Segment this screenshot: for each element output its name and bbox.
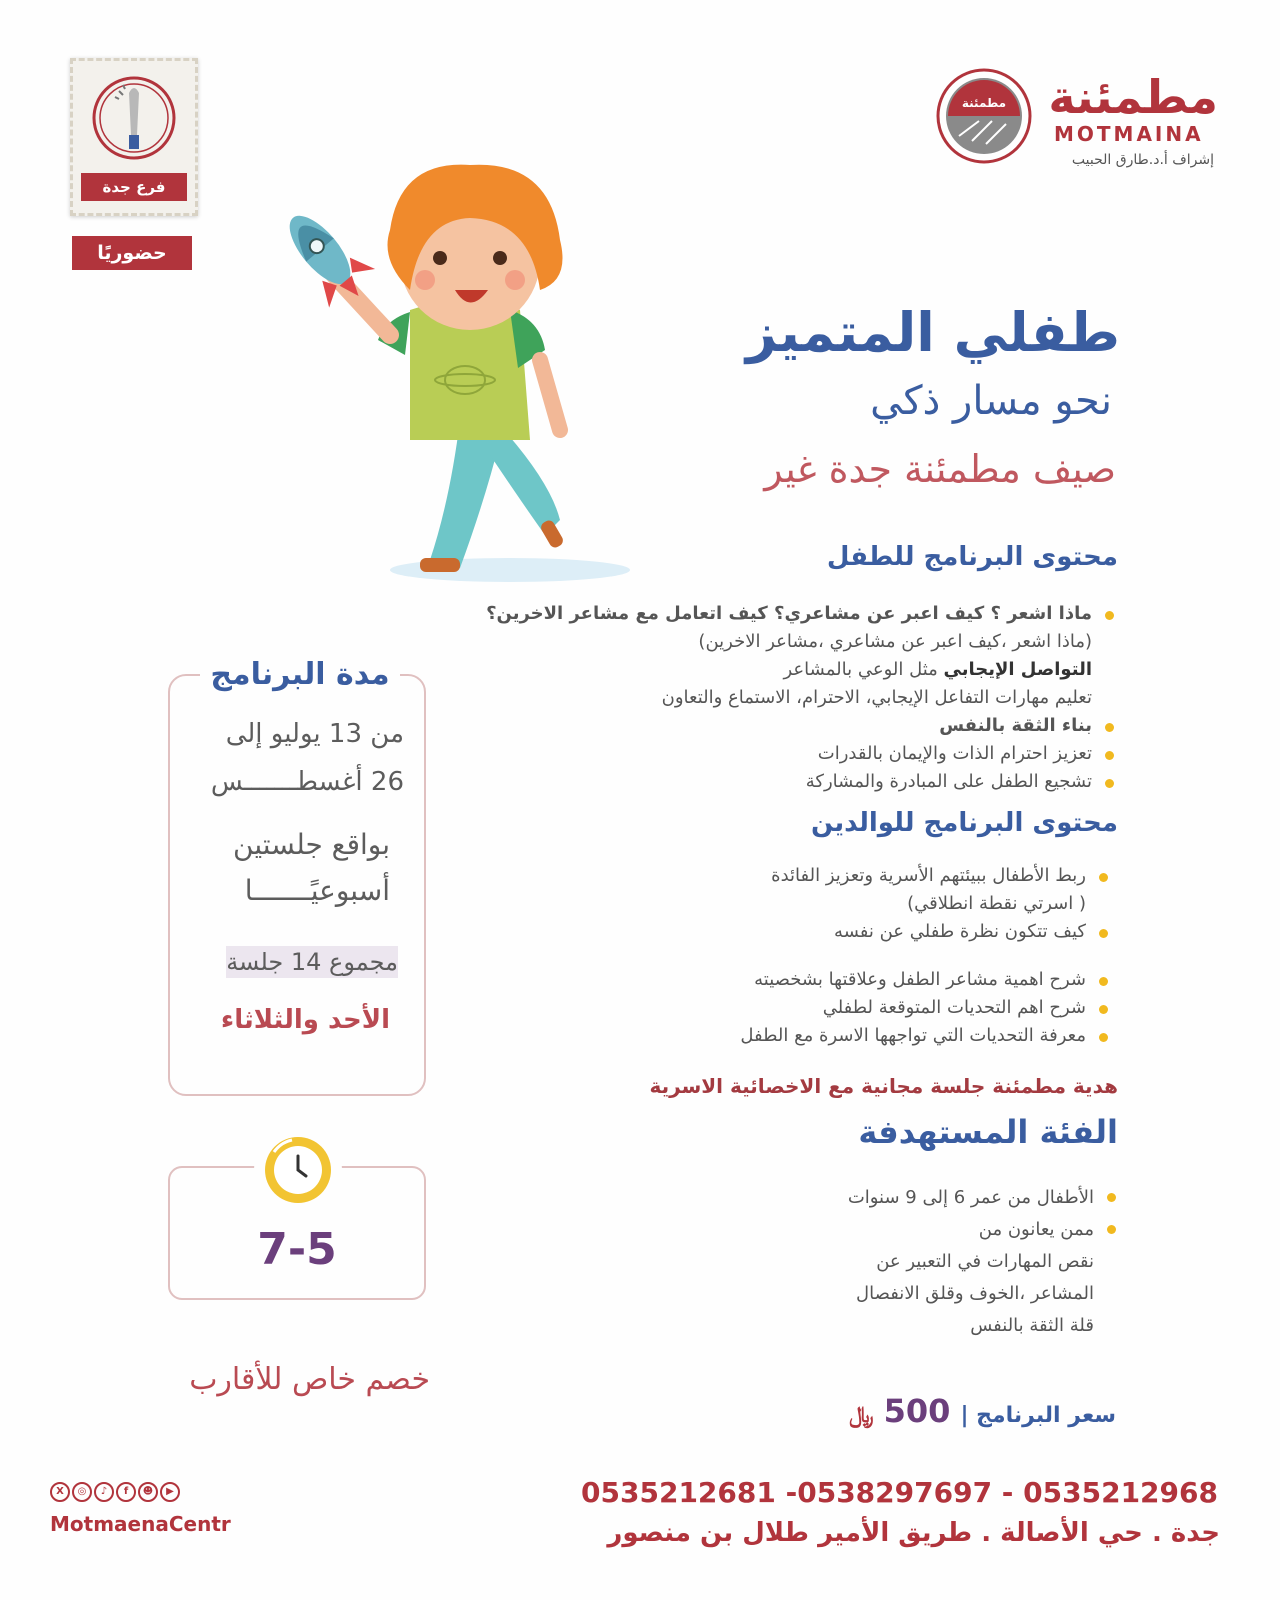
time-box: [168, 1166, 426, 1300]
fountain-icon: [89, 73, 179, 163]
list-item: شرح اهمية مشاعر الطفل وعلاقتها بشخصيته: [492, 966, 1112, 994]
list-item: الأطفال من عمر 6 إلى 9 سنوات: [660, 1182, 1120, 1214]
duration-frequency-2: أسبوعيًـــــــا: [244, 874, 390, 907]
duration-total: مجموع 14 جلسة: [226, 948, 398, 976]
program-tagline: صيف مطمئنة جدة غير: [764, 447, 1116, 491]
list-item: قلة الثقة بالنفس: [970, 1315, 1094, 1336]
program-title: طفلي المتميز: [745, 301, 1120, 364]
brand-supervisor: إشراف أ.د.طارق الحبيب: [1071, 152, 1214, 168]
list-item: تشجيع الطفل على المبادرة والمشاركة: [438, 768, 1118, 796]
list-item: تعليم مهارات التفاعل الإيجابي، الاحترام، الاستماع والتعاون: [661, 687, 1092, 708]
brand-name-ar: مطمئنة: [1048, 70, 1218, 124]
logo-emblem-icon: [934, 66, 1034, 166]
list-item: شرح اهم التحديات المتوقعة لطفلي: [492, 994, 1112, 1022]
list-item: تعزيز احترام الذات والإيمان بالقدرات: [438, 740, 1118, 768]
mode-badge: حضوريًا: [72, 236, 192, 270]
list-item: كيف تتكون نظرة طفلي عن نفسه: [492, 918, 1112, 946]
duration-start: من 13 يوليو إلى: [225, 719, 404, 749]
child-content-list: [438, 600, 1118, 796]
list-item: ربط الأطفال ببيئتهم الأسرية وتعزيز الفائدة: [492, 862, 1112, 890]
list-item: معرفة التحديات التي تواجهها الاسرة مع الطفل: [492, 1022, 1112, 1050]
program-subtitle: نحو مسار ذكي: [870, 378, 1112, 424]
child-content-heading: محتوى البرنامج للطفل: [826, 542, 1118, 572]
price-row: [849, 1392, 1116, 1430]
gift-note: هدية مطمئنة جلسة مجانية مع الاخصائية الاسرية: [649, 1074, 1118, 1098]
relatives-discount: خصم خاص للأقارب: [189, 1362, 430, 1397]
clock-icon-wrap: [254, 1126, 342, 1214]
list-item: بناء الثقة بالنفس: [438, 712, 1118, 740]
list-item: ( اسرتي نقطة انطلاقي): [907, 893, 1086, 914]
parent-content-list: [492, 862, 1112, 946]
price-value: 500: [883, 1392, 951, 1430]
instagram-icon[interactable]: ◎: [72, 1482, 92, 1502]
youtube-icon[interactable]: ▶: [160, 1482, 180, 1502]
branch-label: فرع جدة: [81, 173, 187, 201]
branch-stamp: [70, 58, 198, 216]
duration-end: 26 أغسطـــــــس: [210, 767, 404, 797]
brand-name-en: MOTMAINA: [1054, 122, 1204, 146]
target-list: [660, 1182, 1120, 1342]
list-item: ممن يعانون من: [660, 1214, 1120, 1246]
parent-content-heading: محتوى البرنامج للوالدين: [810, 808, 1118, 838]
clock-icon: [262, 1134, 334, 1206]
child-with-rocket-illustration: [260, 140, 640, 590]
snapchat-icon[interactable]: ☻: [138, 1482, 158, 1502]
facebook-icon[interactable]: f: [116, 1482, 136, 1502]
tiktok-icon[interactable]: ♪: [94, 1482, 114, 1502]
parent-content-list-2: [492, 966, 1112, 1050]
time-value: 7-5: [257, 1224, 337, 1275]
duration-days: الأحد والثلاثاء: [220, 1005, 390, 1035]
contact-address: جدة . حي الأصالة . طريق الأمير طلال بن منصور: [607, 1518, 1220, 1548]
list-item: التواصل الإيجابي مثل الوعي بالمشاعر: [783, 659, 1092, 680]
list-item: المشاعر ،الخوف وقلق الانفصال: [856, 1283, 1094, 1304]
price-label: سعر البرنامج |: [960, 1403, 1116, 1428]
contact-phones: 0535212681 -0538297697 - 0535212968: [581, 1476, 1218, 1509]
list-item: (ماذا اشعر ،كيف اعبر عن مشاعري ،مشاعر الاخرين): [698, 631, 1092, 652]
duration-heading: مدة البرنامج: [200, 650, 400, 700]
target-heading: الفئة المستهدفة: [858, 1113, 1118, 1151]
duration-box: [168, 657, 426, 1096]
brand-logo: [934, 66, 1034, 166]
x-icon[interactable]: X: [50, 1482, 70, 1502]
social-handle: MotmaenaCentr: [50, 1512, 231, 1536]
logo-emblem-text: مطمئنة: [961, 96, 1007, 110]
list-item: نقص المهارات في التعبير عن: [876, 1251, 1094, 1272]
social-icons: [50, 1482, 182, 1502]
list-item: ماذا اشعر ؟ كيف اعبر عن مشاعري؟ كيف اتعامل مع مشاعر الاخرين؟: [438, 600, 1118, 628]
duration-frequency: بواقع جلستين: [233, 828, 390, 861]
currency-icon: ﷼: [849, 1403, 874, 1428]
